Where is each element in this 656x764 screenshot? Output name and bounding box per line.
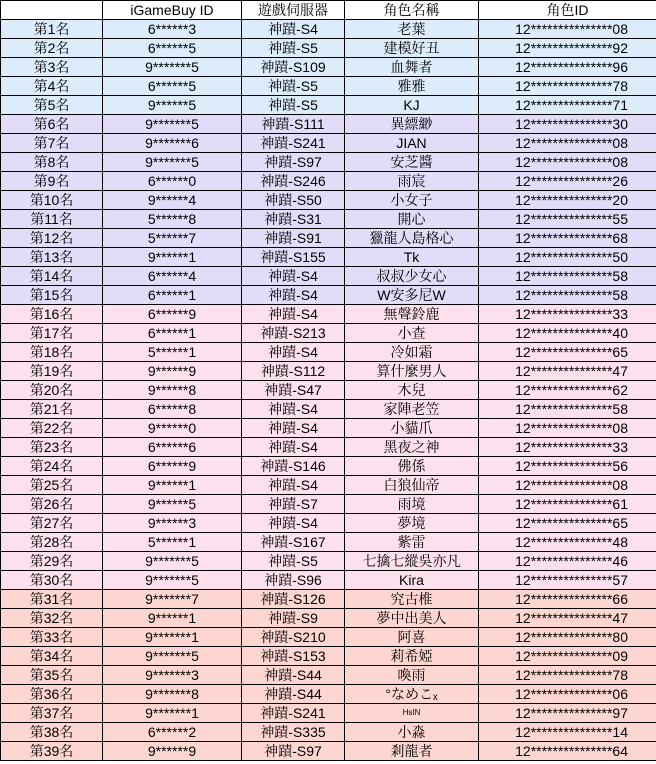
igamebuy-id-cell: 6******2 — [103, 723, 242, 742]
table-row — [1, 514, 656, 533]
character-id-cell: 12***************26 — [479, 172, 656, 191]
character-name-cell: 血舞者 — [345, 58, 479, 77]
character-id-cell: 12***************62 — [479, 381, 656, 400]
character-id-cell: 12***************61 — [479, 495, 656, 514]
character-name-cell: 夢中出美人 — [345, 609, 479, 628]
igamebuy-id-cell: 9*******5 — [103, 571, 242, 590]
character-name-cell: HsIN — [345, 704, 479, 723]
server-cell: 神蹟-S4 — [242, 20, 345, 39]
rank-cell: 第30名 — [1, 571, 103, 590]
igamebuy-id-cell: 6******1 — [103, 286, 242, 305]
character-name-cell: 剎龍者 — [345, 742, 479, 761]
table-row — [1, 742, 656, 761]
rank-cell: 第2名 — [1, 39, 103, 58]
character-name-cell: 阿喜 — [345, 628, 479, 647]
server-cell: 神蹟-S153 — [242, 647, 345, 666]
server-cell: 神蹟-S246 — [242, 172, 345, 191]
server-cell: 神蹟-S7 — [242, 495, 345, 514]
character-name-cell: 究古椎 — [345, 590, 479, 609]
character-name-cell: 木兒 — [345, 381, 479, 400]
character-id-cell: 12***************08 — [479, 153, 656, 172]
character-id-cell: 12***************65 — [479, 514, 656, 533]
table-row — [1, 115, 656, 134]
character-name-cell: 黑夜之神 — [345, 438, 479, 457]
character-name-cell: 開心 — [345, 210, 479, 229]
table-row — [1, 476, 656, 495]
character-id-cell: 12***************68 — [479, 229, 656, 248]
character-id-cell: 12***************65 — [479, 343, 656, 362]
server-cell: 神蹟-S47 — [242, 381, 345, 400]
igamebuy-id-cell: 9******9 — [103, 742, 242, 761]
character-id-cell: 12***************55 — [479, 210, 656, 229]
character-name-cell: Tk — [345, 248, 479, 267]
server-cell: 神蹟-S4 — [242, 305, 345, 324]
igamebuy-id-cell: 9*******1 — [103, 704, 242, 723]
header-igamebuy-id: iGameBuy ID — [103, 1, 242, 20]
character-name-cell: 小貓爪 — [345, 419, 479, 438]
character-id-cell: 12***************71 — [479, 96, 656, 115]
server-cell: 神蹟-S241 — [242, 134, 345, 153]
rank-cell: 第38名 — [1, 723, 103, 742]
rank-cell: 第31名 — [1, 590, 103, 609]
igamebuy-id-cell: 9******9 — [103, 362, 242, 381]
character-name-cell: JIAN — [345, 134, 479, 153]
server-cell: 神蹟-S96 — [242, 571, 345, 590]
character-id-cell: 12***************58 — [479, 267, 656, 286]
igamebuy-id-cell: 9*******5 — [103, 552, 242, 571]
character-id-cell: 12***************30 — [479, 115, 656, 134]
rank-cell: 第14名 — [1, 267, 103, 286]
igamebuy-id-cell: 6******9 — [103, 457, 242, 476]
rank-cell: 第17名 — [1, 324, 103, 343]
igamebuy-id-cell: 5******8 — [103, 210, 242, 229]
character-id-cell: 12***************09 — [479, 647, 656, 666]
table-row — [1, 628, 656, 647]
table-row — [1, 305, 656, 324]
igamebuy-id-cell: 9******1 — [103, 476, 242, 495]
rank-cell: 第37名 — [1, 704, 103, 723]
igamebuy-id-cell: 6******5 — [103, 77, 242, 96]
character-id-cell: 12***************08 — [479, 134, 656, 153]
table-row — [1, 704, 656, 723]
server-cell: 神蹟-S5 — [242, 96, 345, 115]
table-row — [1, 362, 656, 381]
character-id-cell: 12***************66 — [479, 590, 656, 609]
igamebuy-id-cell: 9*******8 — [103, 685, 242, 704]
character-id-cell: 12***************57 — [479, 571, 656, 590]
character-name-cell: 叔叔少女心 — [345, 267, 479, 286]
igamebuy-id-cell: 6******4 — [103, 267, 242, 286]
table-row — [1, 666, 656, 685]
igamebuy-id-cell: 6******0 — [103, 172, 242, 191]
table-row — [1, 590, 656, 609]
server-cell: 神蹟-S4 — [242, 514, 345, 533]
character-id-cell: 12***************20 — [479, 191, 656, 210]
table-row — [1, 286, 656, 305]
rank-cell: 第11名 — [1, 210, 103, 229]
rank-cell: 第18名 — [1, 343, 103, 362]
server-cell: 神蹟-S50 — [242, 191, 345, 210]
igamebuy-id-cell: 9*******3 — [103, 666, 242, 685]
character-name-cell: 小女子 — [345, 191, 479, 210]
server-cell: 神蹟-S109 — [242, 58, 345, 77]
rank-cell: 第39名 — [1, 742, 103, 761]
rank-cell: 第21名 — [1, 400, 103, 419]
igamebuy-id-cell: 9******5 — [103, 495, 242, 514]
igamebuy-id-cell: 9******5 — [103, 96, 242, 115]
table-row — [1, 495, 656, 514]
character-id-cell: 12***************78 — [479, 77, 656, 96]
rank-cell: 第8名 — [1, 153, 103, 172]
character-name-cell: 獵龍人島格心 — [345, 229, 479, 248]
server-cell: 神蹟-S126 — [242, 590, 345, 609]
rank-cell: 第5名 — [1, 96, 103, 115]
igamebuy-id-cell: 9******1 — [103, 248, 242, 267]
character-name-cell: 建模好丑 — [345, 39, 479, 58]
table-row — [1, 419, 656, 438]
rank-cell: 第36名 — [1, 685, 103, 704]
table-row — [1, 77, 656, 96]
character-id-cell: 12***************58 — [479, 286, 656, 305]
rank-cell: 第26名 — [1, 495, 103, 514]
server-cell: 神蹟-S4 — [242, 476, 345, 495]
rank-cell: 第33名 — [1, 628, 103, 647]
character-name-cell: Kira — [345, 571, 479, 590]
table-row — [1, 96, 656, 115]
character-name-cell: 夢境 — [345, 514, 479, 533]
table-row — [1, 267, 656, 286]
table-row — [1, 381, 656, 400]
table-row — [1, 191, 656, 210]
table-row — [1, 552, 656, 571]
igamebuy-id-cell: 6******6 — [103, 438, 242, 457]
character-id-cell: 12***************08 — [479, 20, 656, 39]
igamebuy-id-cell: 9******0 — [103, 419, 242, 438]
character-id-cell: 12***************33 — [479, 438, 656, 457]
header-game-server: 遊戲伺服器 — [242, 1, 345, 20]
igamebuy-id-cell: 9*******7 — [103, 590, 242, 609]
character-id-cell: 12***************14 — [479, 723, 656, 742]
rank-cell: 第29名 — [1, 552, 103, 571]
rank-cell: 第16名 — [1, 305, 103, 324]
igamebuy-id-cell: 9*******6 — [103, 134, 242, 153]
igamebuy-id-cell: 9******3 — [103, 514, 242, 533]
server-cell: 神蹟-S4 — [242, 438, 345, 457]
character-name-cell: 無聲鈴鹿 — [345, 305, 479, 324]
server-cell: 神蹟-S146 — [242, 457, 345, 476]
igamebuy-id-cell: 9******1 — [103, 609, 242, 628]
character-name-cell: 冷如霜 — [345, 343, 479, 362]
character-id-cell: 12***************97 — [479, 704, 656, 723]
server-cell: 神蹟-S44 — [242, 666, 345, 685]
character-id-cell: 12***************40 — [479, 324, 656, 343]
character-name-cell: W安多尼W — [345, 286, 479, 305]
igamebuy-id-cell: 6******8 — [103, 400, 242, 419]
rank-cell: 第4名 — [1, 77, 103, 96]
rank-cell: 第32名 — [1, 609, 103, 628]
character-id-cell: 12***************46 — [479, 552, 656, 571]
rank-cell: 第7名 — [1, 134, 103, 153]
rank-cell: 第20名 — [1, 381, 103, 400]
table-row — [1, 172, 656, 191]
table-row — [1, 229, 656, 248]
server-cell: 神蹟-S4 — [242, 267, 345, 286]
table-row — [1, 533, 656, 552]
character-name-cell: 喚雨 — [345, 666, 479, 685]
header-character-name: 角色名稱 — [345, 1, 479, 20]
character-id-cell: 12***************48 — [479, 533, 656, 552]
server-cell: 神蹟-S97 — [242, 153, 345, 172]
table-row — [1, 571, 656, 590]
server-cell: 神蹟-S44 — [242, 685, 345, 704]
table-row — [1, 609, 656, 628]
character-id-cell: 12***************96 — [479, 58, 656, 77]
rank-cell: 第13名 — [1, 248, 103, 267]
character-name-cell: °なめこₓ — [345, 685, 479, 704]
character-id-cell: 12***************64 — [479, 742, 656, 761]
character-id-cell: 12***************78 — [479, 666, 656, 685]
table-row — [1, 647, 656, 666]
rank-cell: 第9名 — [1, 172, 103, 191]
character-name-cell: 白狼仙帝 — [345, 476, 479, 495]
rank-cell: 第35名 — [1, 666, 103, 685]
character-name-cell: 老葉 — [345, 20, 479, 39]
rank-cell: 第1名 — [1, 20, 103, 39]
server-cell: 神蹟-S4 — [242, 419, 345, 438]
character-name-cell: 雨境 — [345, 495, 479, 514]
rank-cell: 第25名 — [1, 476, 103, 495]
igamebuy-id-cell: 9*******1 — [103, 628, 242, 647]
server-cell: 神蹟-S5 — [242, 77, 345, 96]
igamebuy-id-cell: 9******8 — [103, 381, 242, 400]
table-row — [1, 20, 656, 39]
table-row — [1, 685, 656, 704]
igamebuy-id-cell: 9******4 — [103, 191, 242, 210]
character-name-cell: 莉希婭 — [345, 647, 479, 666]
igamebuy-id-cell: 9*******5 — [103, 58, 242, 77]
character-name-cell: 算什麼男人 — [345, 362, 479, 381]
table-row — [1, 210, 656, 229]
character-name-cell: 家陣老笠 — [345, 400, 479, 419]
character-id-cell: 12***************92 — [479, 39, 656, 58]
character-name-cell: 安芝醬 — [345, 153, 479, 172]
header-row — [1, 1, 656, 20]
rank-cell: 第10名 — [1, 191, 103, 210]
character-id-cell: 12***************06 — [479, 685, 656, 704]
character-name-cell: 小淼 — [345, 723, 479, 742]
character-name-cell: 紫雷 — [345, 533, 479, 552]
rank-cell: 第3名 — [1, 58, 103, 77]
server-cell: 神蹟-S155 — [242, 248, 345, 267]
header-rank — [1, 1, 103, 20]
character-name-cell: 雅雅 — [345, 77, 479, 96]
character-id-cell: 12***************50 — [479, 248, 656, 267]
table-row — [1, 58, 656, 77]
rank-cell: 第12名 — [1, 229, 103, 248]
igamebuy-id-cell: 5******1 — [103, 343, 242, 362]
character-name-cell: 七擒七縱吳亦凡 — [345, 552, 479, 571]
server-cell: 神蹟-S241 — [242, 704, 345, 723]
server-cell: 神蹟-S112 — [242, 362, 345, 381]
header-character-id: 角色ID — [479, 1, 656, 20]
igamebuy-id-cell: 9*******5 — [103, 115, 242, 134]
igamebuy-id-cell: 6******1 — [103, 324, 242, 343]
igamebuy-id-cell: 5******7 — [103, 229, 242, 248]
rank-cell: 第23名 — [1, 438, 103, 457]
server-cell: 神蹟-S335 — [242, 723, 345, 742]
server-cell: 神蹟-S4 — [242, 400, 345, 419]
character-id-cell: 12***************33 — [479, 305, 656, 324]
igamebuy-id-cell: 5******1 — [103, 533, 242, 552]
table-row — [1, 343, 656, 362]
server-cell: 神蹟-S91 — [242, 229, 345, 248]
server-cell: 神蹟-S5 — [242, 552, 345, 571]
table-row — [1, 400, 656, 419]
server-cell: 神蹟-S4 — [242, 286, 345, 305]
rank-cell: 第27名 — [1, 514, 103, 533]
igamebuy-id-cell: 9*******5 — [103, 647, 242, 666]
character-name-cell: 雨宸 — [345, 172, 479, 191]
server-cell: 神蹟-S5 — [242, 39, 345, 58]
character-id-cell: 12***************47 — [479, 609, 656, 628]
igamebuy-id-cell: 6******5 — [103, 39, 242, 58]
server-cell: 神蹟-S213 — [242, 324, 345, 343]
character-name-cell: 異縹緲 — [345, 115, 479, 134]
character-id-cell: 12***************08 — [479, 419, 656, 438]
character-name-cell: 小查 — [345, 324, 479, 343]
server-cell: 神蹟-S167 — [242, 533, 345, 552]
character-id-cell: 12***************56 — [479, 457, 656, 476]
table-body — [1, 20, 656, 761]
table-row — [1, 153, 656, 172]
igamebuy-id-cell: 9*******5 — [103, 153, 242, 172]
table-row — [1, 248, 656, 267]
server-cell: 神蹟-S111 — [242, 115, 345, 134]
character-id-cell: 12***************58 — [479, 400, 656, 419]
rank-cell: 第6名 — [1, 115, 103, 134]
rank-cell: 第15名 — [1, 286, 103, 305]
table-row — [1, 39, 656, 58]
character-id-cell: 12***************47 — [479, 362, 656, 381]
table-row — [1, 324, 656, 343]
character-name-cell: 佛係 — [345, 457, 479, 476]
character-id-cell: 12***************08 — [479, 476, 656, 495]
server-cell: 神蹟-S31 — [242, 210, 345, 229]
table-row — [1, 457, 656, 476]
table-row — [1, 723, 656, 742]
table-row — [1, 438, 656, 457]
rank-cell: 第22名 — [1, 419, 103, 438]
rank-cell: 第34名 — [1, 647, 103, 666]
rank-cell: 第24名 — [1, 457, 103, 476]
igamebuy-id-cell: 6******3 — [103, 20, 242, 39]
server-cell: 神蹟-S97 — [242, 742, 345, 761]
character-id-cell: 12***************80 — [479, 628, 656, 647]
server-cell: 神蹟-S210 — [242, 628, 345, 647]
rank-cell: 第19名 — [1, 362, 103, 381]
server-cell: 神蹟-S9 — [242, 609, 345, 628]
table-row — [1, 134, 656, 153]
character-name-cell: KJ — [345, 96, 479, 115]
rank-cell: 第28名 — [1, 533, 103, 552]
server-cell: 神蹟-S4 — [242, 343, 345, 362]
igamebuy-id-cell: 6******9 — [103, 305, 242, 324]
